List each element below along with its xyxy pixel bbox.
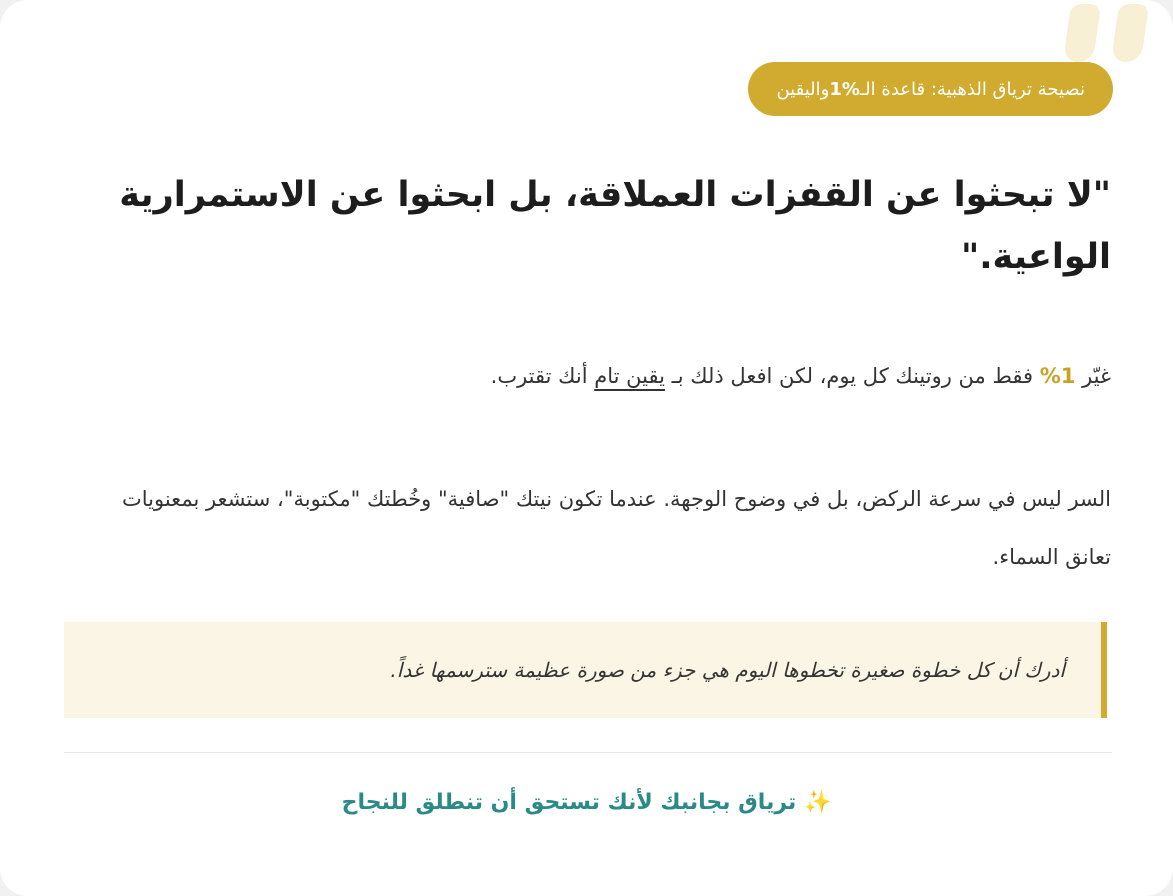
badge-highlight: 1%: [829, 78, 860, 100]
footer-text: ترياق بجانبك لأنك تستحق أن تنطلق للنجاح: [341, 790, 797, 815]
footer-line: [0, 790, 1173, 815]
p1-underlined: يقين تام: [594, 364, 665, 388]
p1-suffix: أنك تقترب.: [490, 364, 595, 388]
p1-middle: فقط من روتينك كل يوم، لكن افعل ذلك بـ: [664, 364, 1040, 388]
quote-mark-icon: [1067, 4, 1145, 62]
callout-text: أدرك أن كل خطوة صغيرة تخطوها اليوم هي جزء من صورة عظيمة سترسمها غداً.: [390, 658, 1065, 682]
quote-mark-stroke: [1063, 4, 1101, 62]
p1-prefix: غيّر: [1075, 364, 1111, 388]
paragraph-one: [111, 358, 1111, 394]
quote-title: "لا تبحثوا عن القفزات العملاقة، بل ابحثوا عن الاستمرارية الواعية.": [119, 175, 1111, 277]
p1-highlight: 1%: [1039, 364, 1076, 388]
quote-mark-stroke: [1111, 4, 1149, 62]
tip-badge: [748, 62, 1113, 116]
callout-box: [64, 622, 1107, 718]
divider: [64, 752, 1112, 753]
badge-suffix: واليقين: [776, 78, 830, 100]
paragraph-two: السر ليس في سرعة الركض، بل في وضوح الوجهة. عندما تكون نيتك "صافية" وخُطتك "مكتوبة"، ستشعر بمعنويات تعانق السماء.: [121, 487, 1111, 569]
sparkles-icon: ✨: [803, 790, 832, 815]
badge-prefix: نصيحة ترياق الذهبية: قاعدة الـ: [859, 78, 1085, 100]
